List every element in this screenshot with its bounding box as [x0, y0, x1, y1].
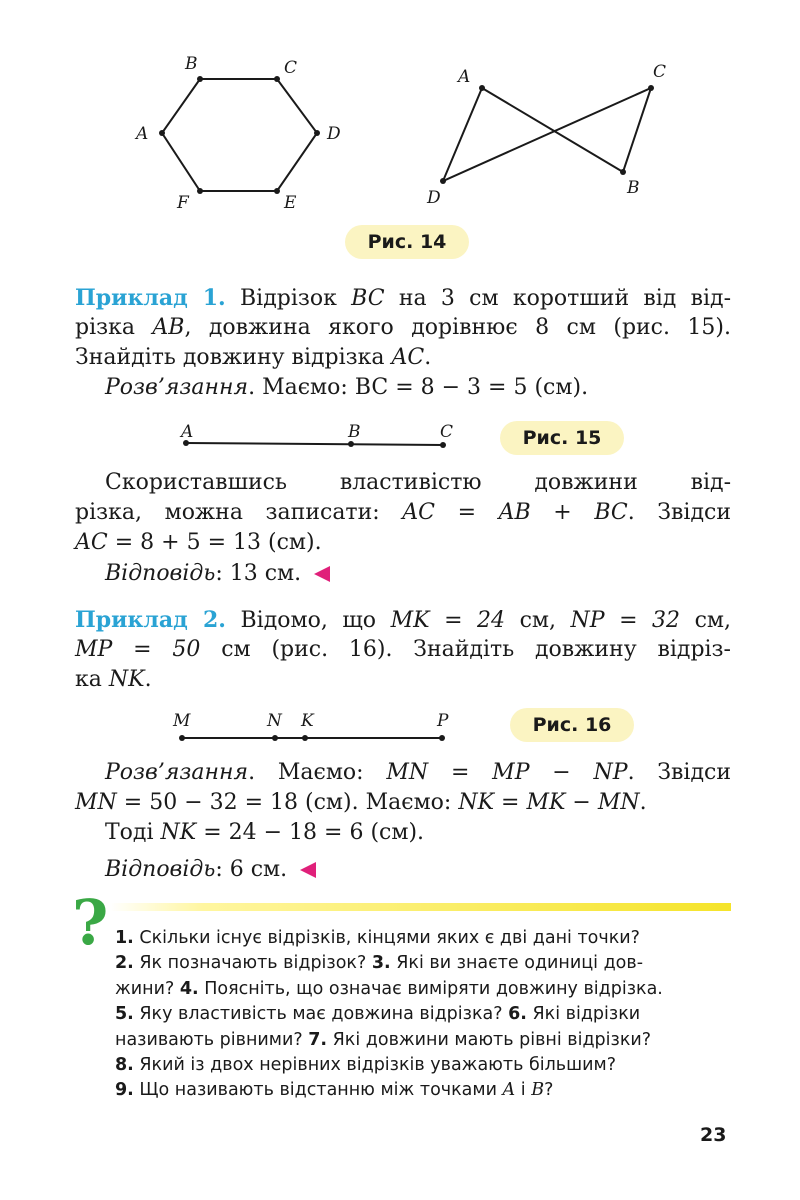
fig15-label-a: A [181, 422, 194, 442]
example1-line3 [75, 343, 731, 373]
segment-mp-figure [179, 735, 445, 741]
example2-cont-line1 [105, 758, 731, 788]
hex-label-d: D [327, 124, 341, 144]
question-text: і [515, 1080, 532, 1101]
equation: MK = 24 [390, 608, 506, 633]
hex-label-f: F [177, 193, 189, 213]
text: ка [75, 667, 102, 692]
page-number: 23 [700, 1124, 727, 1146]
equation: = 24 − 18 = 6 (см). [203, 820, 425, 845]
hex-label-c: C [284, 58, 298, 78]
equation: NP = 32 [570, 608, 681, 633]
text: . [144, 667, 152, 692]
end-marker-icon [300, 862, 316, 878]
equation: BC = 8 − 3 = 5 (см). [354, 375, 589, 400]
question-text: Які довжини мають рівні відрізки? [327, 1029, 652, 1050]
example1-cont-line2 [75, 498, 731, 528]
example1-line2 [75, 313, 731, 343]
text: Відомо, що [240, 608, 377, 633]
question-line [115, 926, 731, 951]
text: . Звідси [627, 760, 731, 785]
bowtie-label-a: A [458, 67, 471, 87]
example1-title: Приклад 1. [75, 285, 226, 311]
bowtie-label-b: B [627, 178, 640, 198]
math-ab: AB [152, 315, 185, 340]
text: різка [75, 315, 135, 340]
math-ac: AC [75, 530, 108, 555]
text: = 50 − 32 = 18 (см). Маємо: [123, 790, 452, 815]
question-text: Який із двох нерівних відрізків уважають більшим? [133, 1055, 617, 1076]
question-text: A [502, 1080, 516, 1101]
text: різка, можна записати: [75, 500, 380, 525]
example1-line1 [75, 283, 731, 314]
question-number: 3. [371, 953, 391, 974]
bowtie-figure [443, 88, 651, 181]
example1-cont-line3 [75, 528, 731, 558]
example2-cont-line2 [75, 788, 731, 818]
text: Відрізок [239, 286, 337, 311]
question-text: Що називають відстанню між точками [133, 1080, 503, 1101]
questions-list [115, 926, 731, 1104]
solution-label: Розв’язання [105, 375, 249, 400]
question-line [115, 977, 731, 1002]
equation: MN = MP − NP [386, 760, 628, 785]
fig16-caption: Рис. 16 [510, 708, 634, 742]
text: на 3 см коротший від від- [398, 286, 732, 311]
question-line [115, 1053, 731, 1078]
question-number: 7. [308, 1029, 328, 1050]
question-text: Скільки існує відрізків, кінцями яких є дві дані точки? [133, 928, 640, 948]
end-marker-icon [314, 566, 330, 582]
question-line [115, 1002, 731, 1027]
question-text: Яку властивість має довжина відрізка? [133, 1004, 509, 1025]
bowtie-label-d: D [427, 188, 441, 208]
question-text: Як позначають відрізок? [133, 953, 372, 974]
answer-value: : 6 см. [215, 857, 288, 882]
answer-label: Відповідь [105, 561, 216, 586]
text: . [639, 790, 647, 815]
hexagon-points [159, 76, 320, 194]
text: . Звідси [627, 500, 732, 525]
text: . Маємо: [248, 375, 348, 400]
hex-label-e: E [284, 193, 297, 213]
question-text: Які ви знаєте одиниці дов- [390, 953, 644, 974]
question-line [115, 1028, 731, 1053]
question-number: 8. [115, 1055, 134, 1076]
fig16-label-m: M [173, 711, 191, 731]
question-mark-icon: ? [72, 886, 109, 959]
example2-line2 [75, 635, 731, 665]
bowtie-label-c: C [653, 62, 667, 82]
example1-answer [105, 559, 731, 589]
question-number: 2. [115, 953, 134, 974]
text: . [424, 345, 432, 370]
fig15-caption: Рис. 15 [500, 421, 624, 455]
math-nk: NK [160, 820, 197, 845]
answer-value: : 13 см. [215, 561, 302, 586]
text: см, [694, 608, 732, 633]
text: Тоді [105, 820, 154, 845]
question-line [115, 951, 731, 976]
example2-line1 [75, 605, 731, 636]
question-number: 4. [179, 978, 199, 999]
text: см (рис. 16). Знайдіть довжину відріз- [221, 637, 731, 662]
fig16-label-p: P [437, 711, 449, 731]
solution-label: Розв’язання [105, 760, 249, 785]
question-number: 9. [115, 1080, 134, 1101]
text: Знайдіть довжину відрізка [75, 345, 385, 370]
equation: = 8 + 5 = 13 (см). [114, 530, 322, 555]
fig15-label-b: B [348, 422, 361, 442]
fig16-label-k: K [301, 711, 314, 731]
math-mn: MN [75, 790, 117, 815]
answer-label: Відповідь [105, 857, 216, 882]
equation: NK = MK − MN [458, 790, 640, 815]
question-text: ? [544, 1080, 554, 1101]
question-line [115, 1078, 731, 1103]
question-number: 6. [508, 1004, 527, 1025]
equation: MP = 50 [75, 637, 201, 662]
math-bc: BC [351, 286, 385, 311]
fig14-caption: Рис. 14 [345, 225, 469, 259]
question-text: називають рівними? [115, 1029, 309, 1050]
text: , довжина якого дорівнює 8 см (рис. 15). [184, 315, 731, 340]
example2-cont-line3 [105, 818, 731, 848]
question-number: 1. [115, 928, 134, 948]
example2-answer [105, 855, 731, 885]
question-text: Поясніть, що означає виміряти довжину відрізка. [198, 978, 663, 999]
math-ac: AC [391, 345, 425, 370]
example2-title: Приклад 2. [75, 607, 226, 633]
math-nk: NK [108, 667, 145, 692]
hex-label-b: B [185, 54, 198, 74]
question-text: Які відрізки [526, 1004, 641, 1025]
text: см, [519, 608, 556, 633]
example1-solution [105, 373, 731, 403]
text: . Маємо: [248, 760, 364, 785]
example1-cont-line1: Скориставшись властивістю довжини від- [105, 470, 731, 495]
segment-ac-figure [183, 440, 446, 448]
equation: AC = AB + BC [402, 500, 628, 525]
fig15-label-c: C [440, 422, 454, 442]
question-number: 5. [115, 1004, 134, 1025]
questions-divider-bar [110, 903, 731, 911]
fig16-label-n: N [267, 711, 282, 731]
hex-label-a: A [136, 124, 149, 144]
example2-line3 [75, 665, 731, 695]
question-text: B [531, 1080, 545, 1101]
question-text: жини? [115, 978, 180, 999]
hexagon-figure [162, 79, 317, 191]
